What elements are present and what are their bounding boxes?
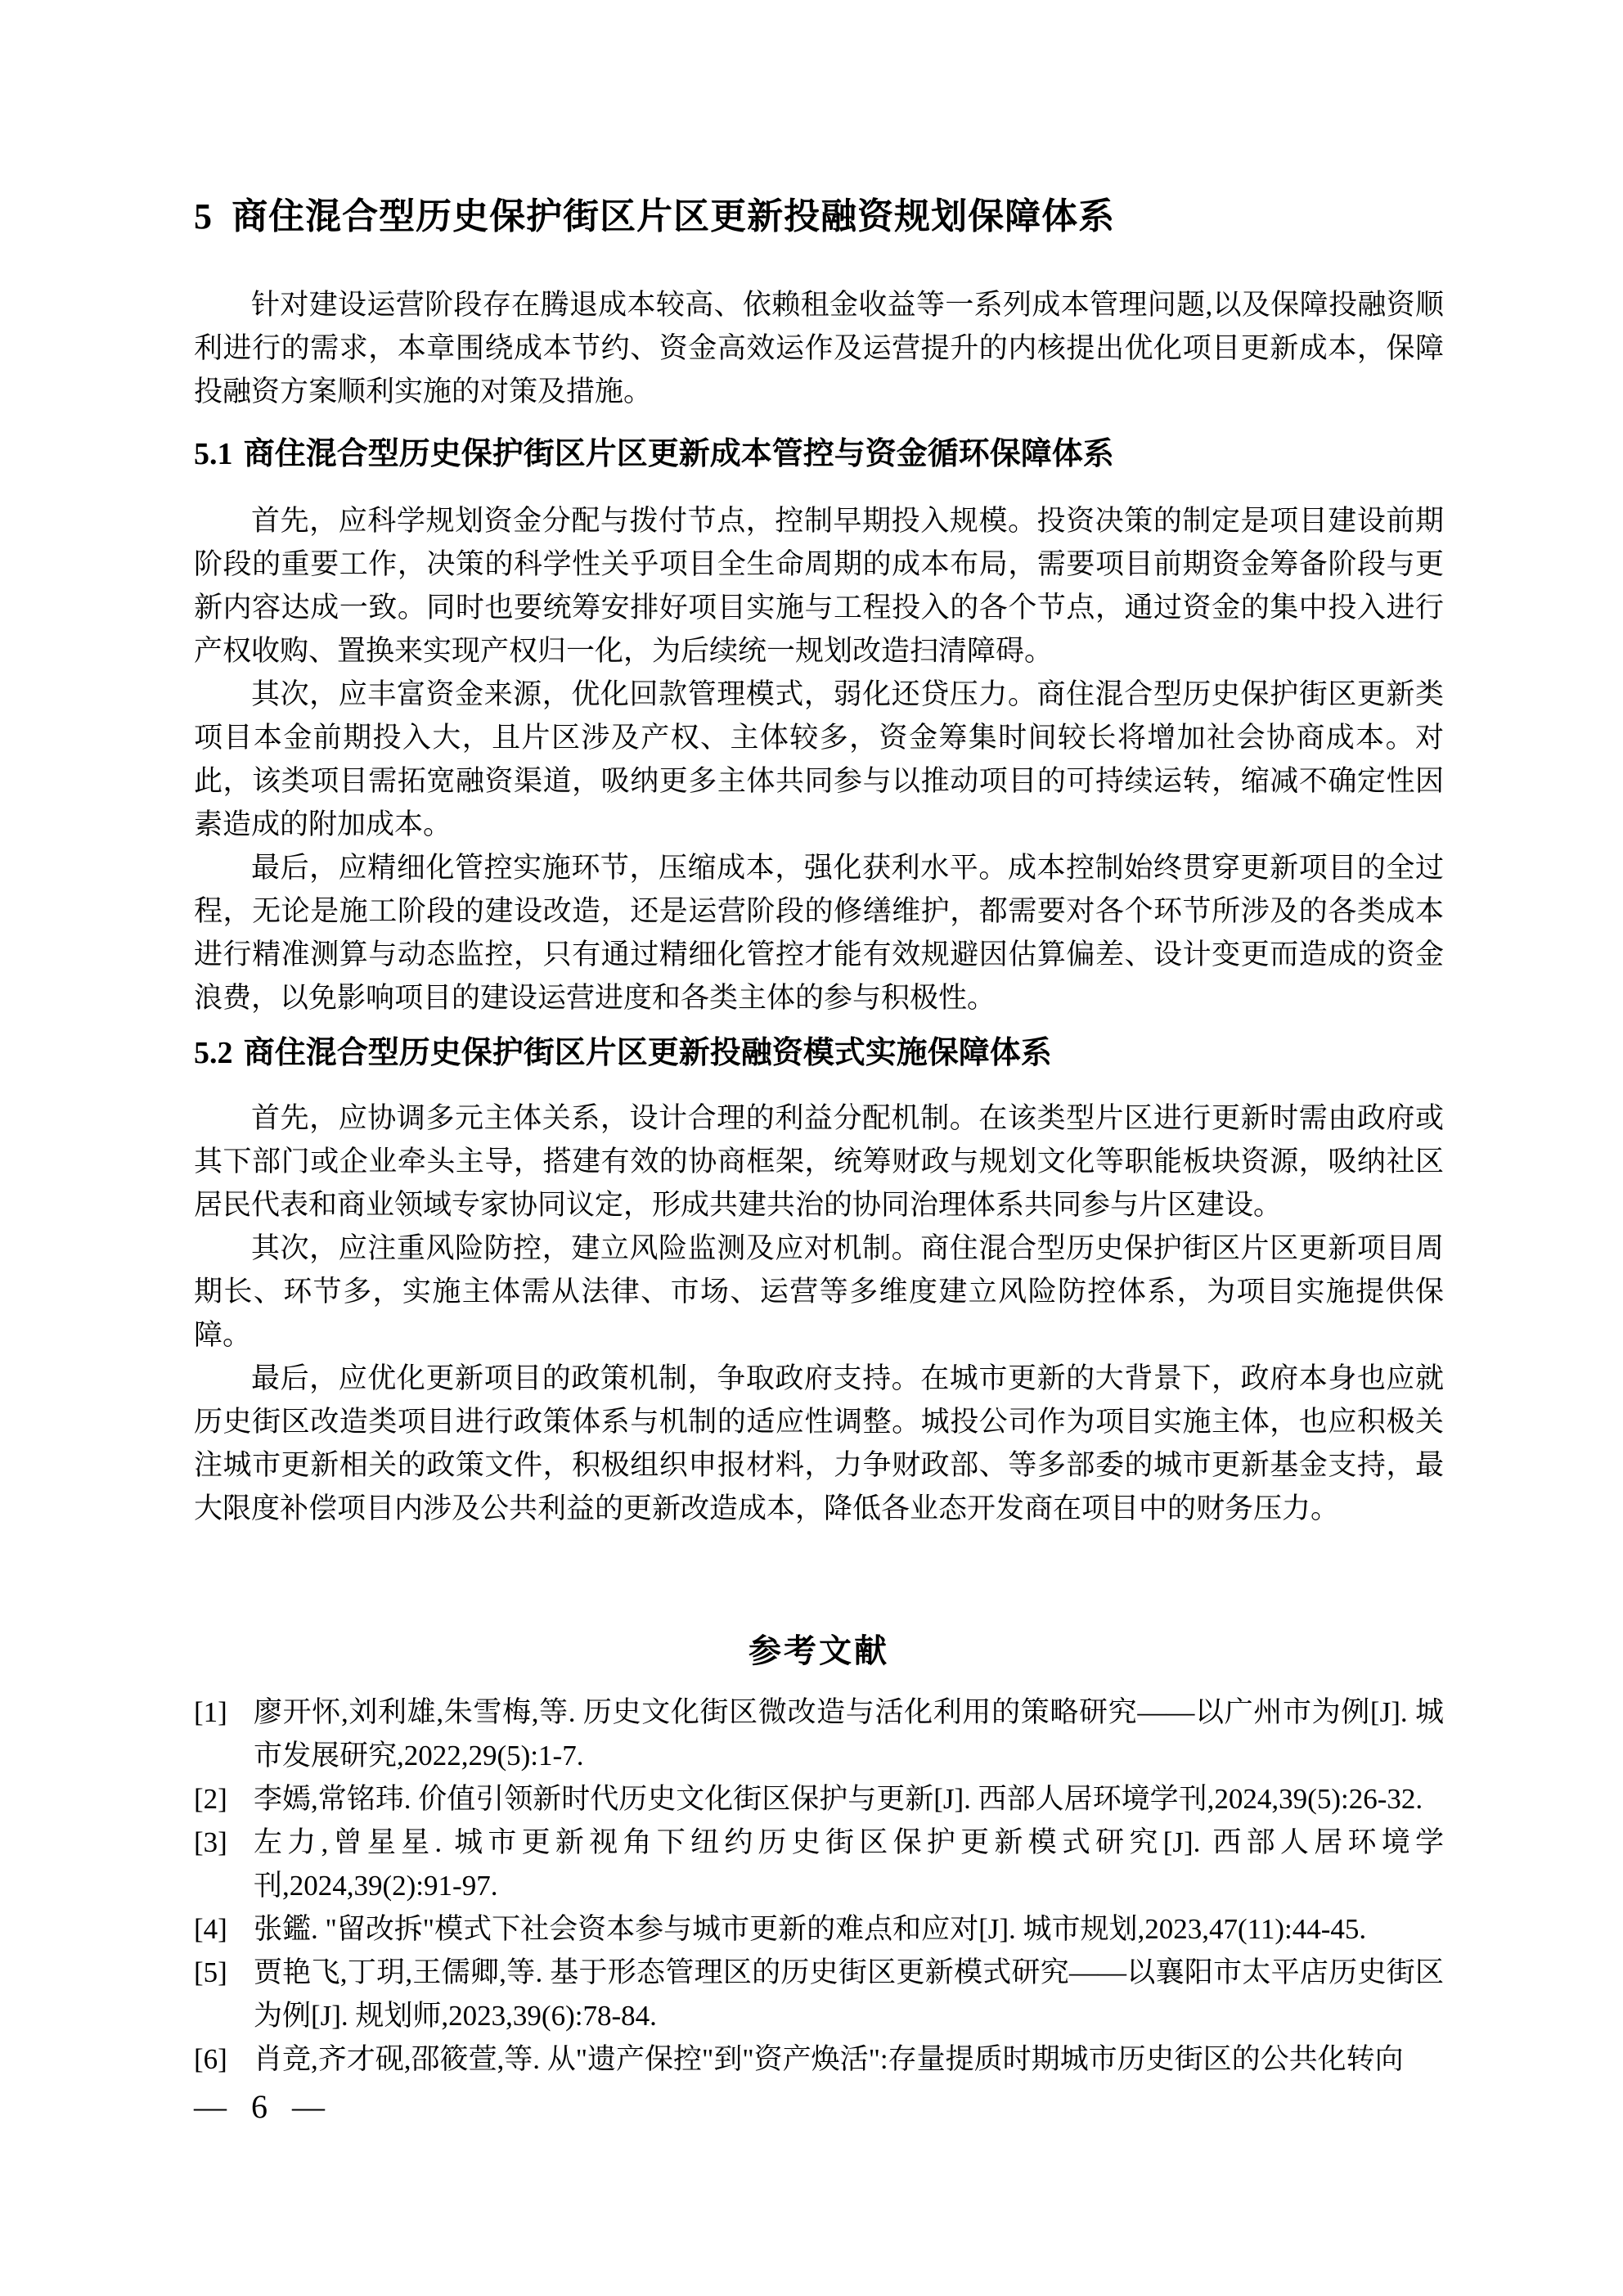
references-heading: 参考文献 <box>749 1633 889 1669</box>
reference-list <box>194 1690 1444 2081</box>
section-5-2-paragraph-2: 其次，应注重风险防控，建立风险监测及应对机制。商住混合型历史保护街区片区更新项目周期长、环节多，实施主体需从法律、市场、运营等多维度建立风险防控体系，为项目实施提供保障。 <box>194 1232 1444 1351</box>
section-title-5-2: 商住混合型历史保护街区片区更新投融资模式实施保障体系 <box>243 1036 1052 1070</box>
chapter-heading <box>194 195 1444 238</box>
reference-item <box>194 2037 1444 2081</box>
reference-label: [6] <box>194 2043 227 2075</box>
section-5-1-paragraph-3: 最后，应精细化管控实施环节，压缩成本，强化获利水平。成本控制始终贯穿更新项目的全过程，无论是施工阶段的建设改造，还是运营阶段的修缮维护，都需要对各个环节所涉及的各类成本进行精准测算与动态监控，只有通过精细化管控才能有效规避因估算偏差、设计变更而造成的资金浪费，以免影响项目的建设运营进度和各类主体的参与积极性。 <box>194 852 1444 1014</box>
section-5-2-paragraph-3: 最后，应优化更新项目的政策机制，争取政府支持。在城市更新的大背景下，政府本身也应就历史街区改造类项目进行政策体系与机制的适应性调整。城投公司作为项目实施主体，也应积极关注城市更新相关的政策文件，积极组织申报材料，力争财政部、等多部委的城市更新基金支持，最大限度补偿项目内涉及公共利益的更新改造成本，降低各业态开发商在项目中的财务压力。 <box>194 1362 1444 1524</box>
chapter-number: 5 <box>194 196 212 236</box>
reference-item <box>194 1777 1444 1821</box>
reference-text: 贾艳飞,丁玥,王儒卿,等. 基于形态管理区的历史街区更新模式研究——以襄阳市太平店历史街区为例[J]. 规划师,2023,39(6):78-84. <box>254 1956 1444 2032</box>
reference-text: 左力,曾星星. 城市更新视角下纽约历史街区保护更新模式研究[J]. 西部人居环境学刊,2024,39(2):91-97. <box>254 1826 1444 1902</box>
chapter-title: 商住混合型历史保护街区片区更新投融资规划保障体系 <box>232 196 1116 236</box>
reference-item <box>194 1907 1444 1951</box>
section-5-1-paragraph-1: 首先，应科学规划资金分配与拨付节点，控制早期投入规模。投资决策的制定是项目建设前期阶段的重要工作，决策的科学性关乎项目全生命周期的成本布局，需要项目前期资金筹备阶段与更新内容达成一致。同时也要统筹安排好项目实施与工程投入的各个节点，通过资金的集中投入进行产权收购、置换来实现产权归一化，为后续统一规划改造扫清障碍。 <box>194 505 1444 667</box>
section-title-5-1: 商住混合型历史保护街区片区更新成本管控与资金循环保障体系 <box>243 437 1114 471</box>
reference-label: [2] <box>194 1783 227 1815</box>
page-number: — 6 — <box>194 2088 325 2125</box>
reference-text: 肖竞,齐才砚,邵筱萱,等. 从"遗产保控"到"资产焕活":存量提质时期城市历史街区的公共化转向 <box>254 2043 1404 2075</box>
section-heading-5-1 <box>194 431 1444 477</box>
reference-text: 廖开怀,刘利雄,朱雪梅,等. 历史文化街区微改造与活化利用的策略研究——以广州市为例[J]. 城市发展研究,2022,29(5):1-7. <box>254 1696 1444 1772</box>
reference-label: [4] <box>194 1913 227 1945</box>
section-heading-5-2 <box>194 1030 1444 1076</box>
chapter-intro-paragraph: 针对建设运营阶段存在腾退成本较高、依赖租金收益等一系列成本管理问题,以及保障投融资顺利进行的需求，本章围绕成本节约、资金高效运作及运营提升的内核提出优化项目更新成本，保障投融资方案顺利实施的对策及措施。 <box>194 289 1444 407</box>
reference-text: 李嫣,常铭玮. 价值引领新时代历史文化街区保护与更新[J]. 西部人居环境学刊,2024,39(5):26-32. <box>254 1783 1423 1815</box>
reference-item <box>194 1821 1444 1907</box>
reference-label: [5] <box>194 1956 227 1988</box>
section-5-1-paragraph-2: 其次，应丰富资金来源，优化回款管理模式，弱化还贷压力。商住混合型历史保护街区更新类项目本金前期投入大，且片区涉及产权、主体较多，资金筹集时间较长将增加社会协商成本。对此，该类项目需拓宽融资渠道，吸纳更多主体共同参与以推动项目的可持续运转，缩减不确定性因素造成的附加成本。 <box>194 678 1444 840</box>
reference-label: [1] <box>194 1696 227 1728</box>
section-number-5-2: 5.2 <box>194 1036 233 1070</box>
reference-item <box>194 1951 1444 2037</box>
section-number-5-1: 5.1 <box>194 437 233 471</box>
reference-item <box>194 1690 1444 1777</box>
reference-text: 张鑑. "留改拆"模式下社会资本参与城市更新的难点和应对[J]. 城市规划,2023,47(11):44-45. <box>254 1913 1367 1945</box>
reference-label: [3] <box>194 1826 227 1858</box>
section-5-2-paragraph-1: 首先，应协调多元主体关系，设计合理的利益分配机制。在该类型片区进行更新时需由政府或其下部门或企业牵头主导，搭建有效的协商框架，统筹财政与规划文化等职能板块资源，吸纳社区居民代表和商业领域专家协同议定，形成共建共治的协同治理体系共同参与片区建设。 <box>194 1102 1444 1221</box>
